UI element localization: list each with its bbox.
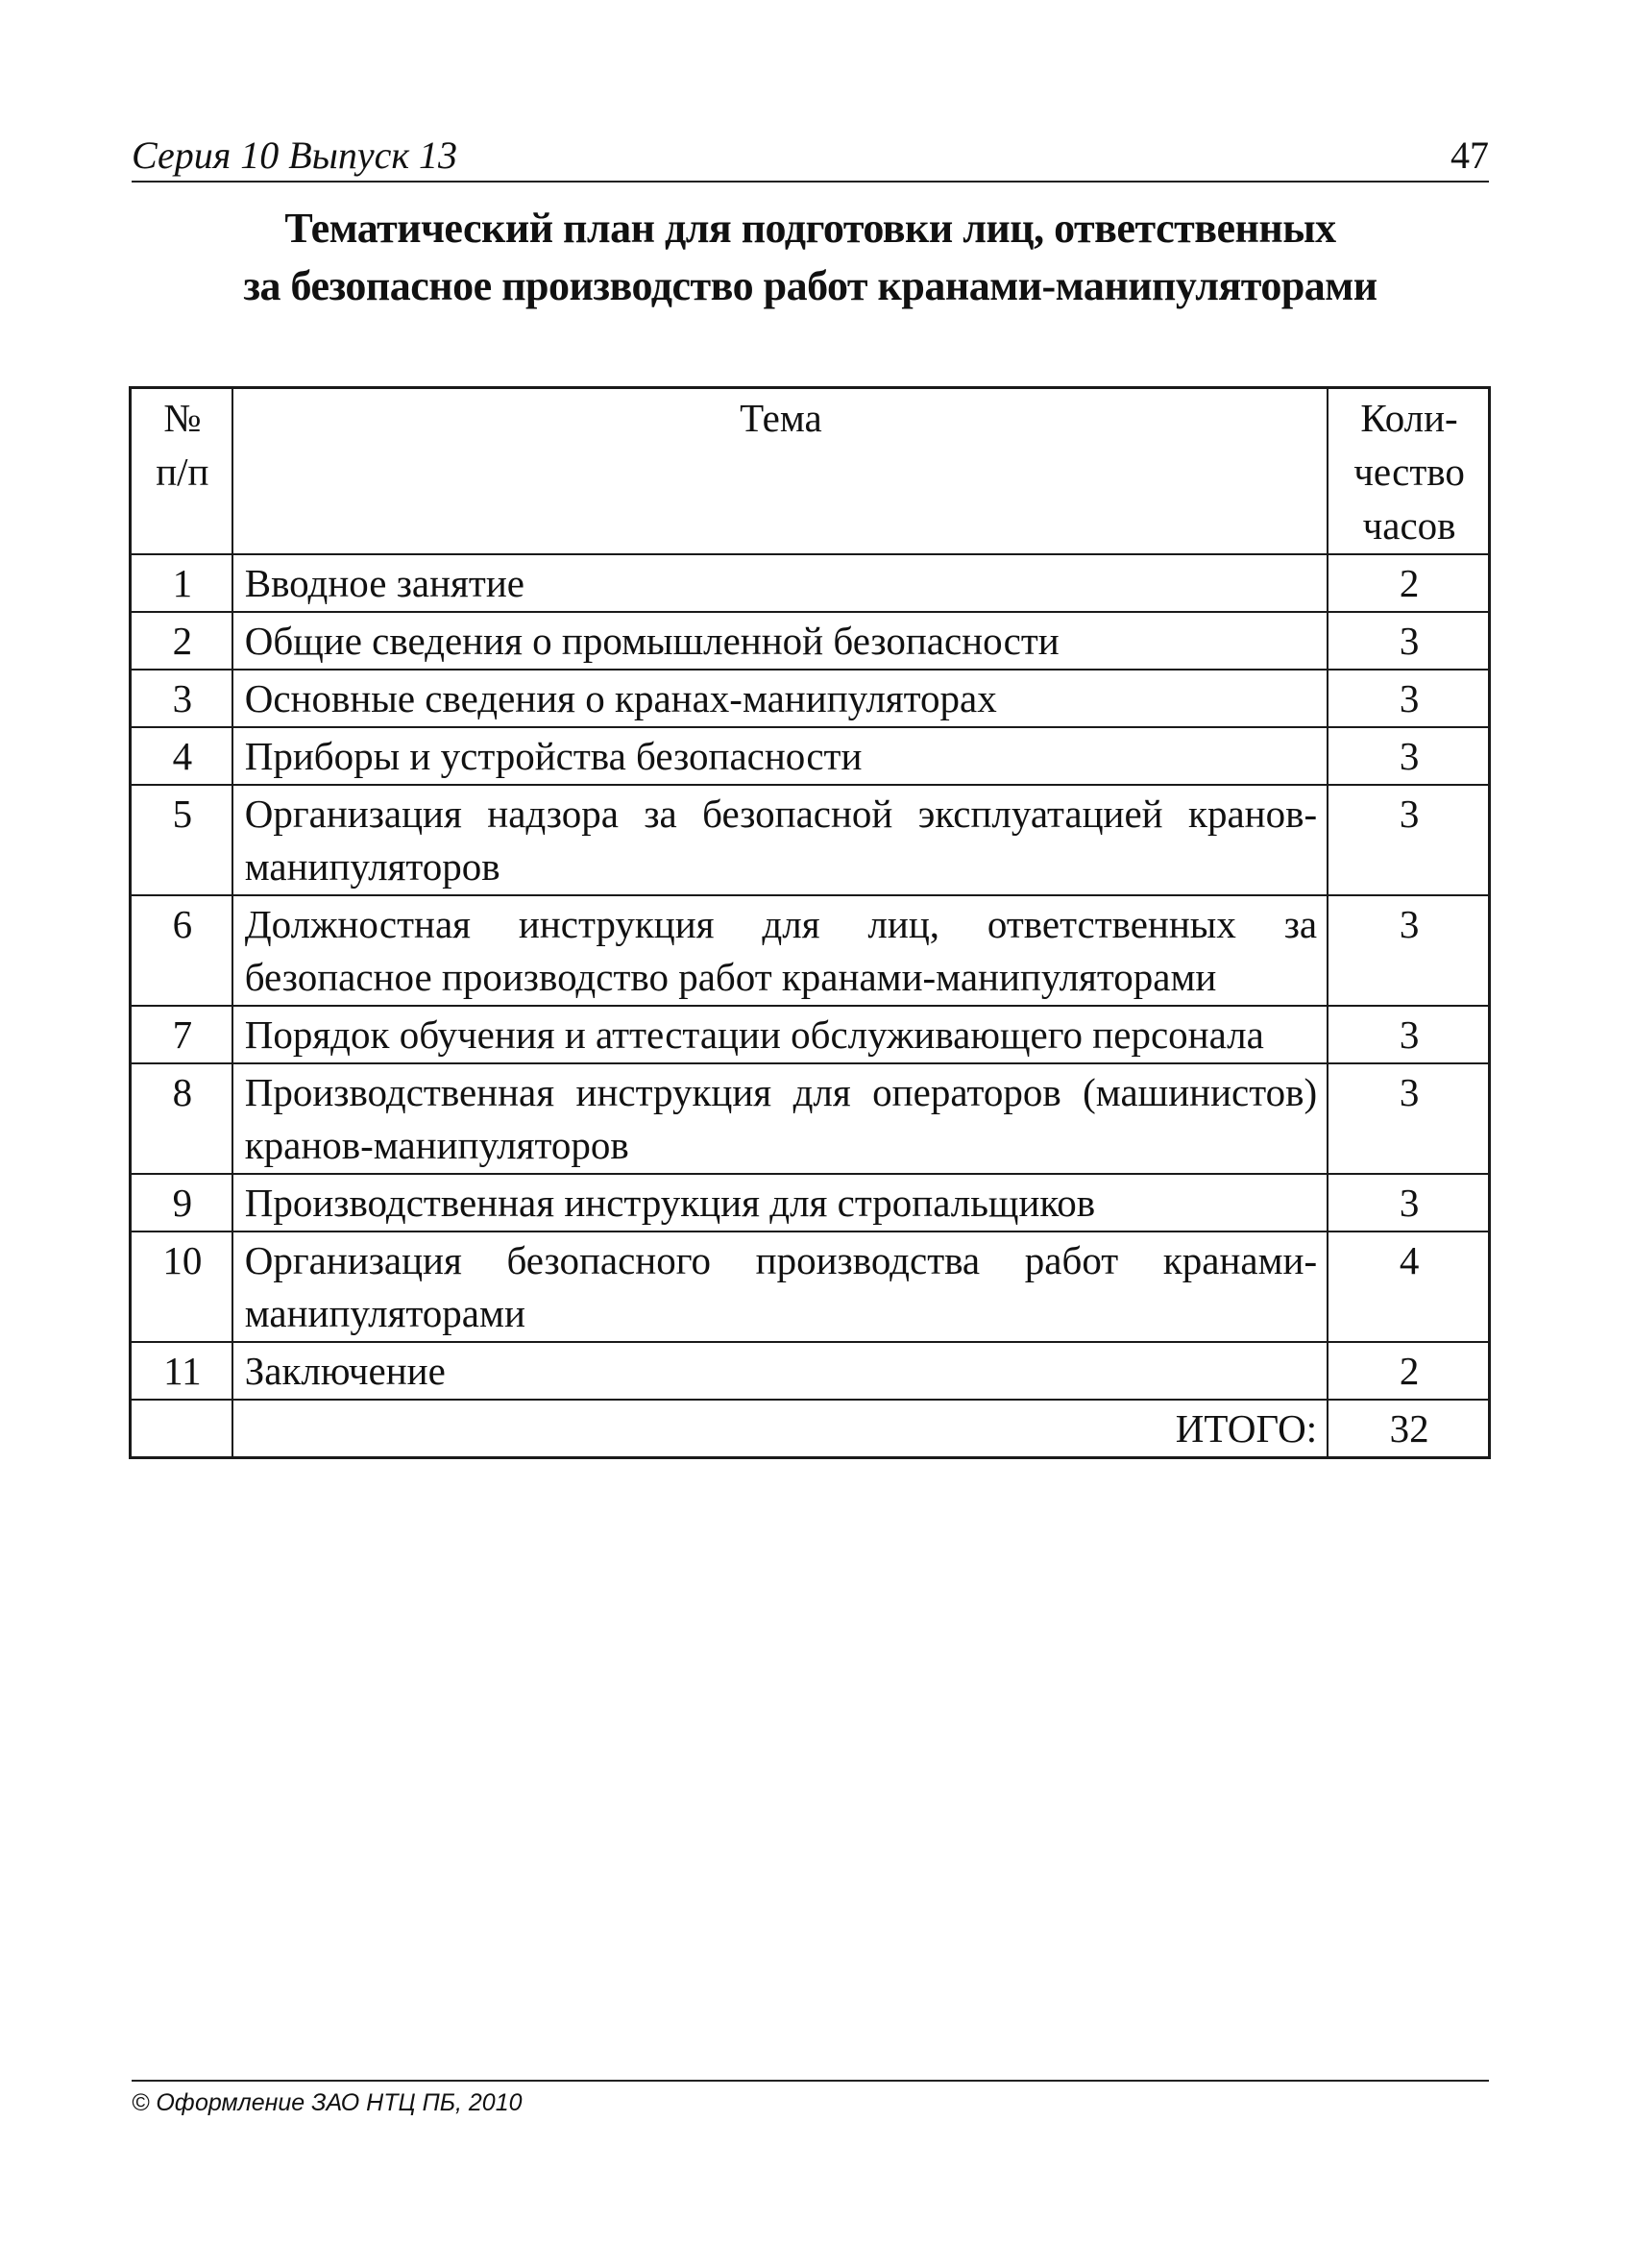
row-hours: 3 [1328, 670, 1489, 727]
running-header [132, 127, 1489, 183]
table-row [131, 554, 1490, 612]
row-hours: 3 [1328, 895, 1489, 1006]
header-number-line: п/п [156, 450, 209, 494]
row-topic: Производственная инструкция для стропальщиков [232, 1174, 1328, 1232]
copyright-note: © Оформление ЗАО НТЦ ПБ, 2010 [132, 2089, 523, 2116]
title-line-1: Тематический план для подготовки лиц, ответственных [284, 205, 1336, 252]
table-row [131, 1063, 1490, 1174]
total-empty-cell [131, 1400, 232, 1458]
header-topic-cell: Тема [232, 388, 1328, 555]
row-topic: Приборы и устройства безопасности [232, 727, 1328, 785]
table-row [131, 1342, 1490, 1400]
table-row [131, 1232, 1490, 1342]
row-number: 6 [131, 895, 232, 1006]
table-row [131, 895, 1490, 1006]
row-hours: 3 [1328, 1063, 1489, 1174]
row-number: 11 [131, 1342, 232, 1400]
row-number: 3 [131, 670, 232, 727]
header-number-cell [131, 388, 232, 555]
row-topic: Организация безопасного производства работ кранами-манипуляторами [232, 1232, 1328, 1342]
row-topic: Должностная инструкция для лиц, ответственных за безопасное производство работ кранами-манипуляторами [232, 895, 1328, 1006]
total-hours: 32 [1328, 1400, 1489, 1458]
row-number: 5 [131, 785, 232, 895]
row-hours: 4 [1328, 1232, 1489, 1342]
header-hours-line: чество [1353, 450, 1465, 494]
row-topic: Заключение [232, 1342, 1328, 1400]
header-number-line: № [163, 396, 202, 440]
table-row [131, 727, 1490, 785]
row-number: 10 [131, 1232, 232, 1342]
row-topic: Порядок обучения и аттестации обслуживающего персонала [232, 1006, 1328, 1063]
header-hours-line: часов [1362, 503, 1456, 548]
row-hours: 2 [1328, 554, 1489, 612]
row-number: 1 [131, 554, 232, 612]
table-row [131, 785, 1490, 895]
row-topic: Производственная инструкция для операторов (машинистов) кранов-манипуляторов [232, 1063, 1328, 1174]
row-hours: 2 [1328, 1342, 1489, 1400]
row-number: 2 [131, 612, 232, 670]
row-number: 7 [131, 1006, 232, 1063]
title-line-2: за безопасное производство работ кранами-манипуляторами [243, 262, 1377, 309]
row-number: 4 [131, 727, 232, 785]
table-row [131, 1174, 1490, 1232]
header-hours-line: Коли- [1360, 396, 1458, 440]
row-hours: 3 [1328, 1174, 1489, 1232]
table-row [131, 612, 1490, 670]
row-number: 8 [131, 1063, 232, 1174]
row-hours: 3 [1328, 727, 1489, 785]
table-header-row [131, 388, 1490, 555]
page-number: 47 [1450, 134, 1489, 177]
row-topic: Общие сведения о промышленной безопасности [232, 612, 1328, 670]
row-hours: 3 [1328, 1006, 1489, 1063]
header-hours-cell [1328, 388, 1489, 555]
series-label: Серия 10 Выпуск 13 [132, 134, 458, 177]
total-row [131, 1400, 1490, 1458]
row-number: 9 [131, 1174, 232, 1232]
row-hours: 3 [1328, 612, 1489, 670]
row-topic: Вводное занятие [232, 554, 1328, 612]
table-row [131, 1006, 1490, 1063]
row-topic: Основные сведения о кранах-манипуляторах [232, 670, 1328, 727]
row-hours: 3 [1328, 785, 1489, 895]
footer-divider [132, 2080, 1489, 2082]
document-title [132, 200, 1489, 315]
row-topic: Организация надзора за безопасной эксплуатацией кранов-манипуляторов [232, 785, 1328, 895]
thematic-plan-table [129, 386, 1491, 1459]
table-row [131, 670, 1490, 727]
table-body [131, 388, 1490, 1458]
total-label: ИТОГО: [232, 1400, 1328, 1458]
